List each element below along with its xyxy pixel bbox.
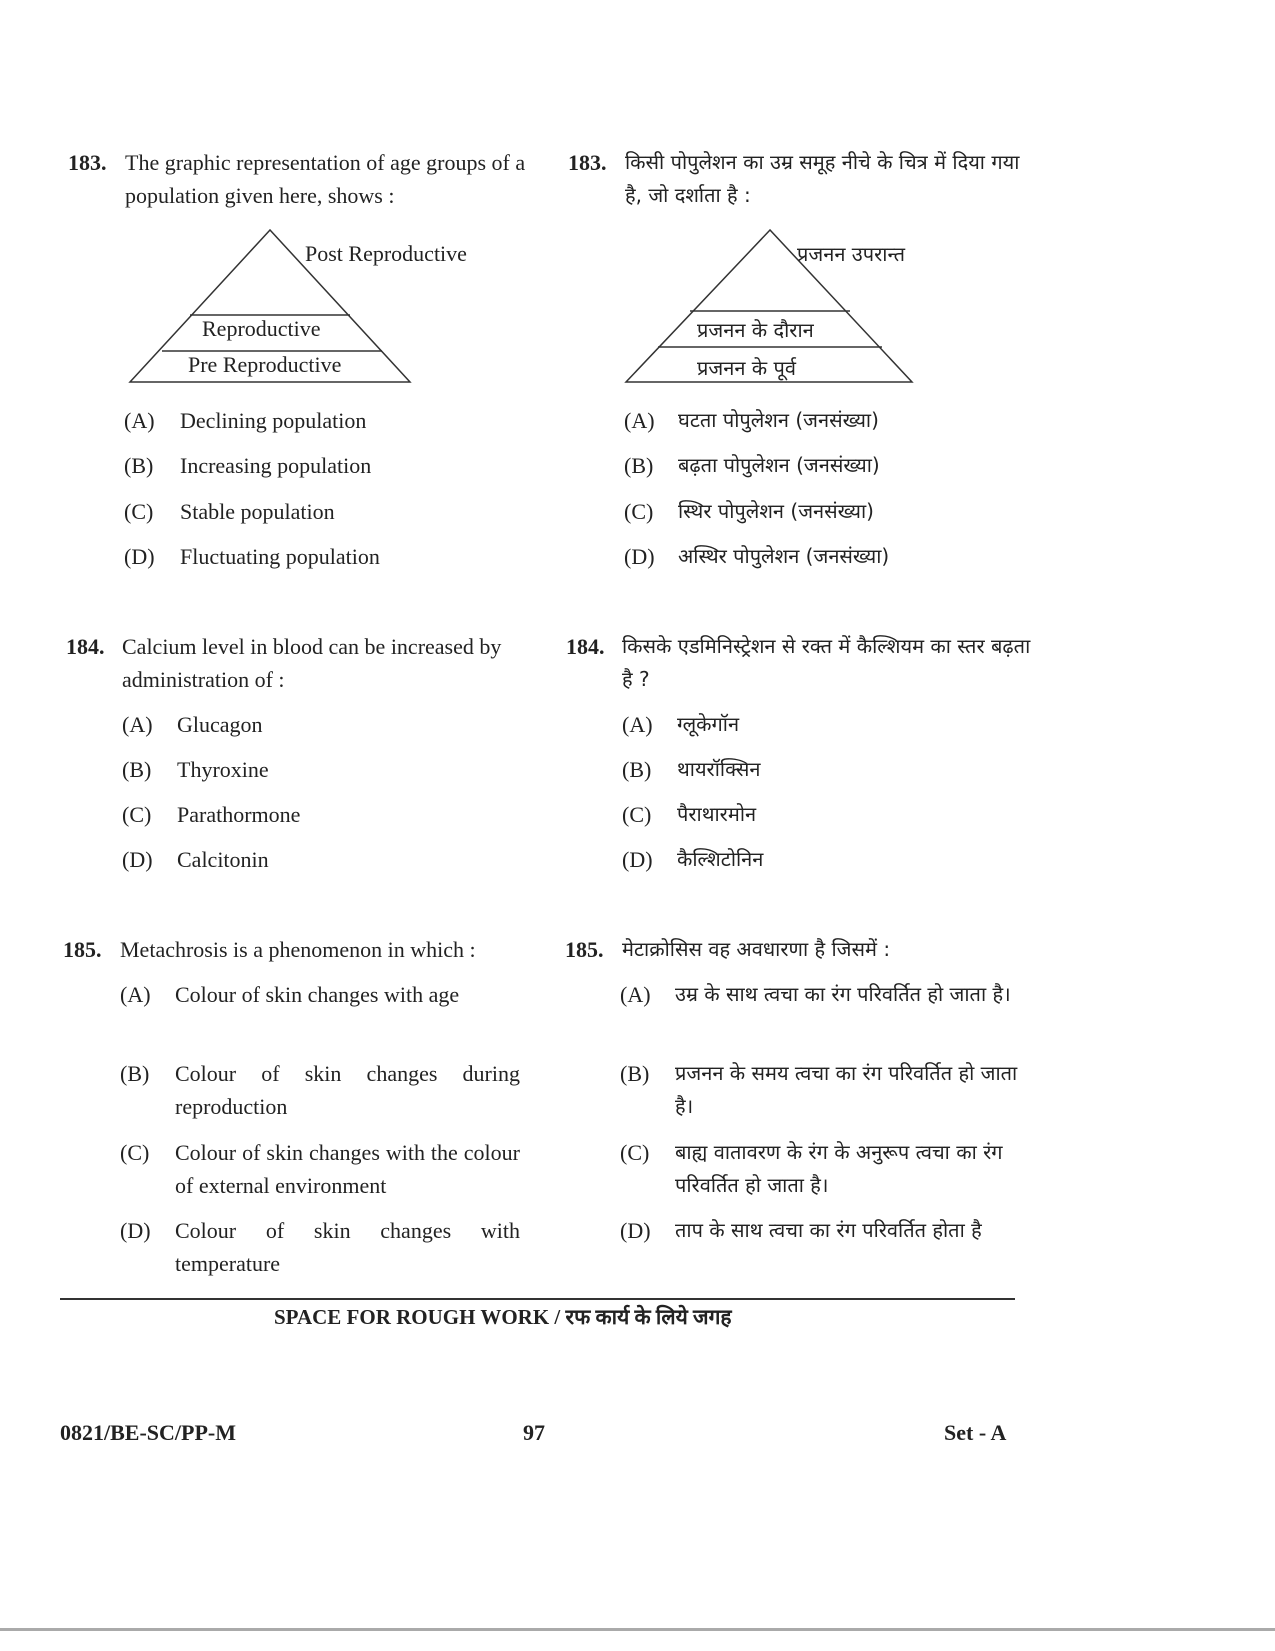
option-text: Colour of skin changes with the colour of external environment [175, 1140, 520, 1198]
option-label: (D) [624, 544, 655, 569]
option-label: (A) [120, 982, 151, 1007]
option-label: (C) [120, 1140, 150, 1165]
option-text: घटता पोपुलेशन (जनसंख्या) [678, 408, 879, 432]
question-text: किसके एडमिनिस्ट्रेशन से रक्त में कैल्शियम का स्तर बढ़ता है ? [622, 634, 1031, 691]
option-text: उम्र के साथ त्वचा का रंग परिवर्तित हो जाता है। [675, 982, 1011, 1006]
option-label: (C) [620, 1140, 650, 1165]
option-b [122, 753, 522, 786]
option-label: (B) [620, 1061, 650, 1086]
question-number: 183. [68, 150, 107, 175]
question-number: 183. [568, 150, 607, 175]
option-text: अस्थिर पोपुलेशन (जनसंख्या) [678, 544, 890, 568]
option-a [622, 708, 1022, 741]
rough-work-divider [60, 1298, 1015, 1300]
option-c [124, 495, 524, 528]
option-a [124, 404, 524, 437]
option-d [120, 1214, 520, 1280]
pyramid-label-reproductive: प्रजनन के दौरान [697, 318, 814, 342]
option-text: थायरॉक्सिन [677, 757, 761, 781]
option-b [620, 1057, 1030, 1123]
option-b [124, 449, 524, 482]
rough-work-caption: SPACE FOR ROUGH WORK / रफ कार्य के लिये जगह [274, 1305, 732, 1329]
option-d [622, 843, 1022, 876]
option-label: (A) [620, 982, 651, 1007]
option-text: प्रजनन के समय त्वचा का रंग परिवर्तित हो जाता है। [675, 1061, 1018, 1118]
question-number: 185. [565, 937, 604, 962]
option-text: पैराथारमोन [677, 802, 757, 826]
option-a [624, 404, 1024, 437]
q183-hi [568, 146, 1038, 216]
option-label: (C) [122, 802, 152, 827]
pyramid-label-reproductive: Reproductive [202, 316, 321, 341]
pyramid-label-pre: प्रजनन के पूर्व [697, 356, 796, 380]
question-text: किसी पोपुलेशन का उम्र समूह नीचे के चित्र में दिया गया है, जो दर्शाता है : [625, 150, 1020, 207]
option-text: Thyroxine [177, 757, 269, 782]
option-text: Parathormone [177, 802, 301, 827]
option-d [620, 1214, 1030, 1247]
option-c [622, 798, 1022, 831]
q184-hi [566, 630, 1036, 700]
option-label: (A) [124, 408, 155, 433]
option-label: (B) [124, 453, 154, 478]
question-number: 184. [566, 634, 605, 659]
question-text: मेटाक्रोसिस वह अवधारणा है जिसमें : [622, 937, 891, 961]
question-text: Metachrosis is a phenomenon in which : [120, 937, 476, 962]
pyramid-label-post: Post Reproductive [305, 241, 467, 266]
question-text: Calcium level in blood can be increased by administration of : [122, 634, 502, 692]
option-c [120, 1136, 520, 1202]
option-a [122, 708, 522, 741]
option-text: बाह्य वातावरण के रंग के अनुरूप त्वचा का रंग परिवर्तित हो जाता है। [675, 1140, 1003, 1197]
option-text: Colour of skin changes with temperature [175, 1218, 520, 1276]
option-text: ताप के साथ त्वचा का रंग परिवर्तित होता है [675, 1218, 982, 1242]
option-d [624, 540, 1024, 573]
option-label: (A) [122, 712, 153, 737]
option-a [620, 978, 1030, 1044]
question-text: The graphic representation of age groups of a population given here, shows : [125, 150, 526, 208]
option-text: Colour of skin changes during reproduction [175, 1061, 520, 1119]
page-number: 97 [523, 1420, 545, 1445]
option-label: (B) [122, 757, 152, 782]
option-label: (D) [122, 847, 153, 872]
question-number: 184. [66, 634, 105, 659]
pyramid-label-post: प्रजनन उपरान्त [797, 242, 906, 266]
option-label: (C) [622, 802, 652, 827]
option-text: कैल्शिटोनिन [677, 847, 764, 871]
q183-en [68, 146, 538, 216]
option-text: स्थिर पोपुलेशन (जनसंख्या) [678, 499, 874, 523]
option-text: Stable population [180, 499, 335, 524]
option-label: (B) [624, 453, 654, 478]
option-label: (D) [124, 544, 155, 569]
option-label: (B) [120, 1061, 150, 1086]
option-b [624, 449, 1024, 482]
option-label: (A) [622, 712, 653, 737]
q184-en [66, 630, 536, 700]
option-label: (B) [622, 757, 652, 782]
bottom-edge-line [0, 1628, 1275, 1631]
set-label: Set - A [944, 1420, 1007, 1445]
option-label: (D) [622, 847, 653, 872]
option-label: (C) [624, 499, 654, 524]
pyramid-label-pre: Pre Reproductive [188, 352, 342, 377]
option-text: Fluctuating population [180, 544, 380, 569]
option-label: (C) [124, 499, 154, 524]
option-text: Declining population [180, 408, 367, 433]
option-d [122, 843, 522, 876]
option-label: (D) [620, 1218, 651, 1243]
option-text: ग्लूकेगॉन [677, 712, 740, 736]
q185-en [63, 933, 533, 973]
option-text: Calcitonin [177, 847, 269, 872]
option-c [624, 495, 1024, 528]
option-c [620, 1136, 1030, 1202]
option-d [124, 540, 524, 573]
option-text: Increasing population [180, 453, 372, 478]
q185-hi [565, 933, 1035, 973]
paper-code: 0821/BE-SC/PP-M [60, 1420, 236, 1445]
option-label: (D) [120, 1218, 151, 1243]
option-c [122, 798, 522, 831]
option-text: बढ़ता पोपुलेशन (जनसंख्या) [678, 453, 880, 477]
option-text: Glucagon [177, 712, 263, 737]
option-a [120, 978, 520, 1011]
question-number: 185. [63, 937, 102, 962]
option-b [120, 1057, 520, 1123]
option-text: Colour of skin changes with age [175, 982, 460, 1007]
option-label: (A) [624, 408, 655, 433]
option-b [622, 753, 1022, 786]
